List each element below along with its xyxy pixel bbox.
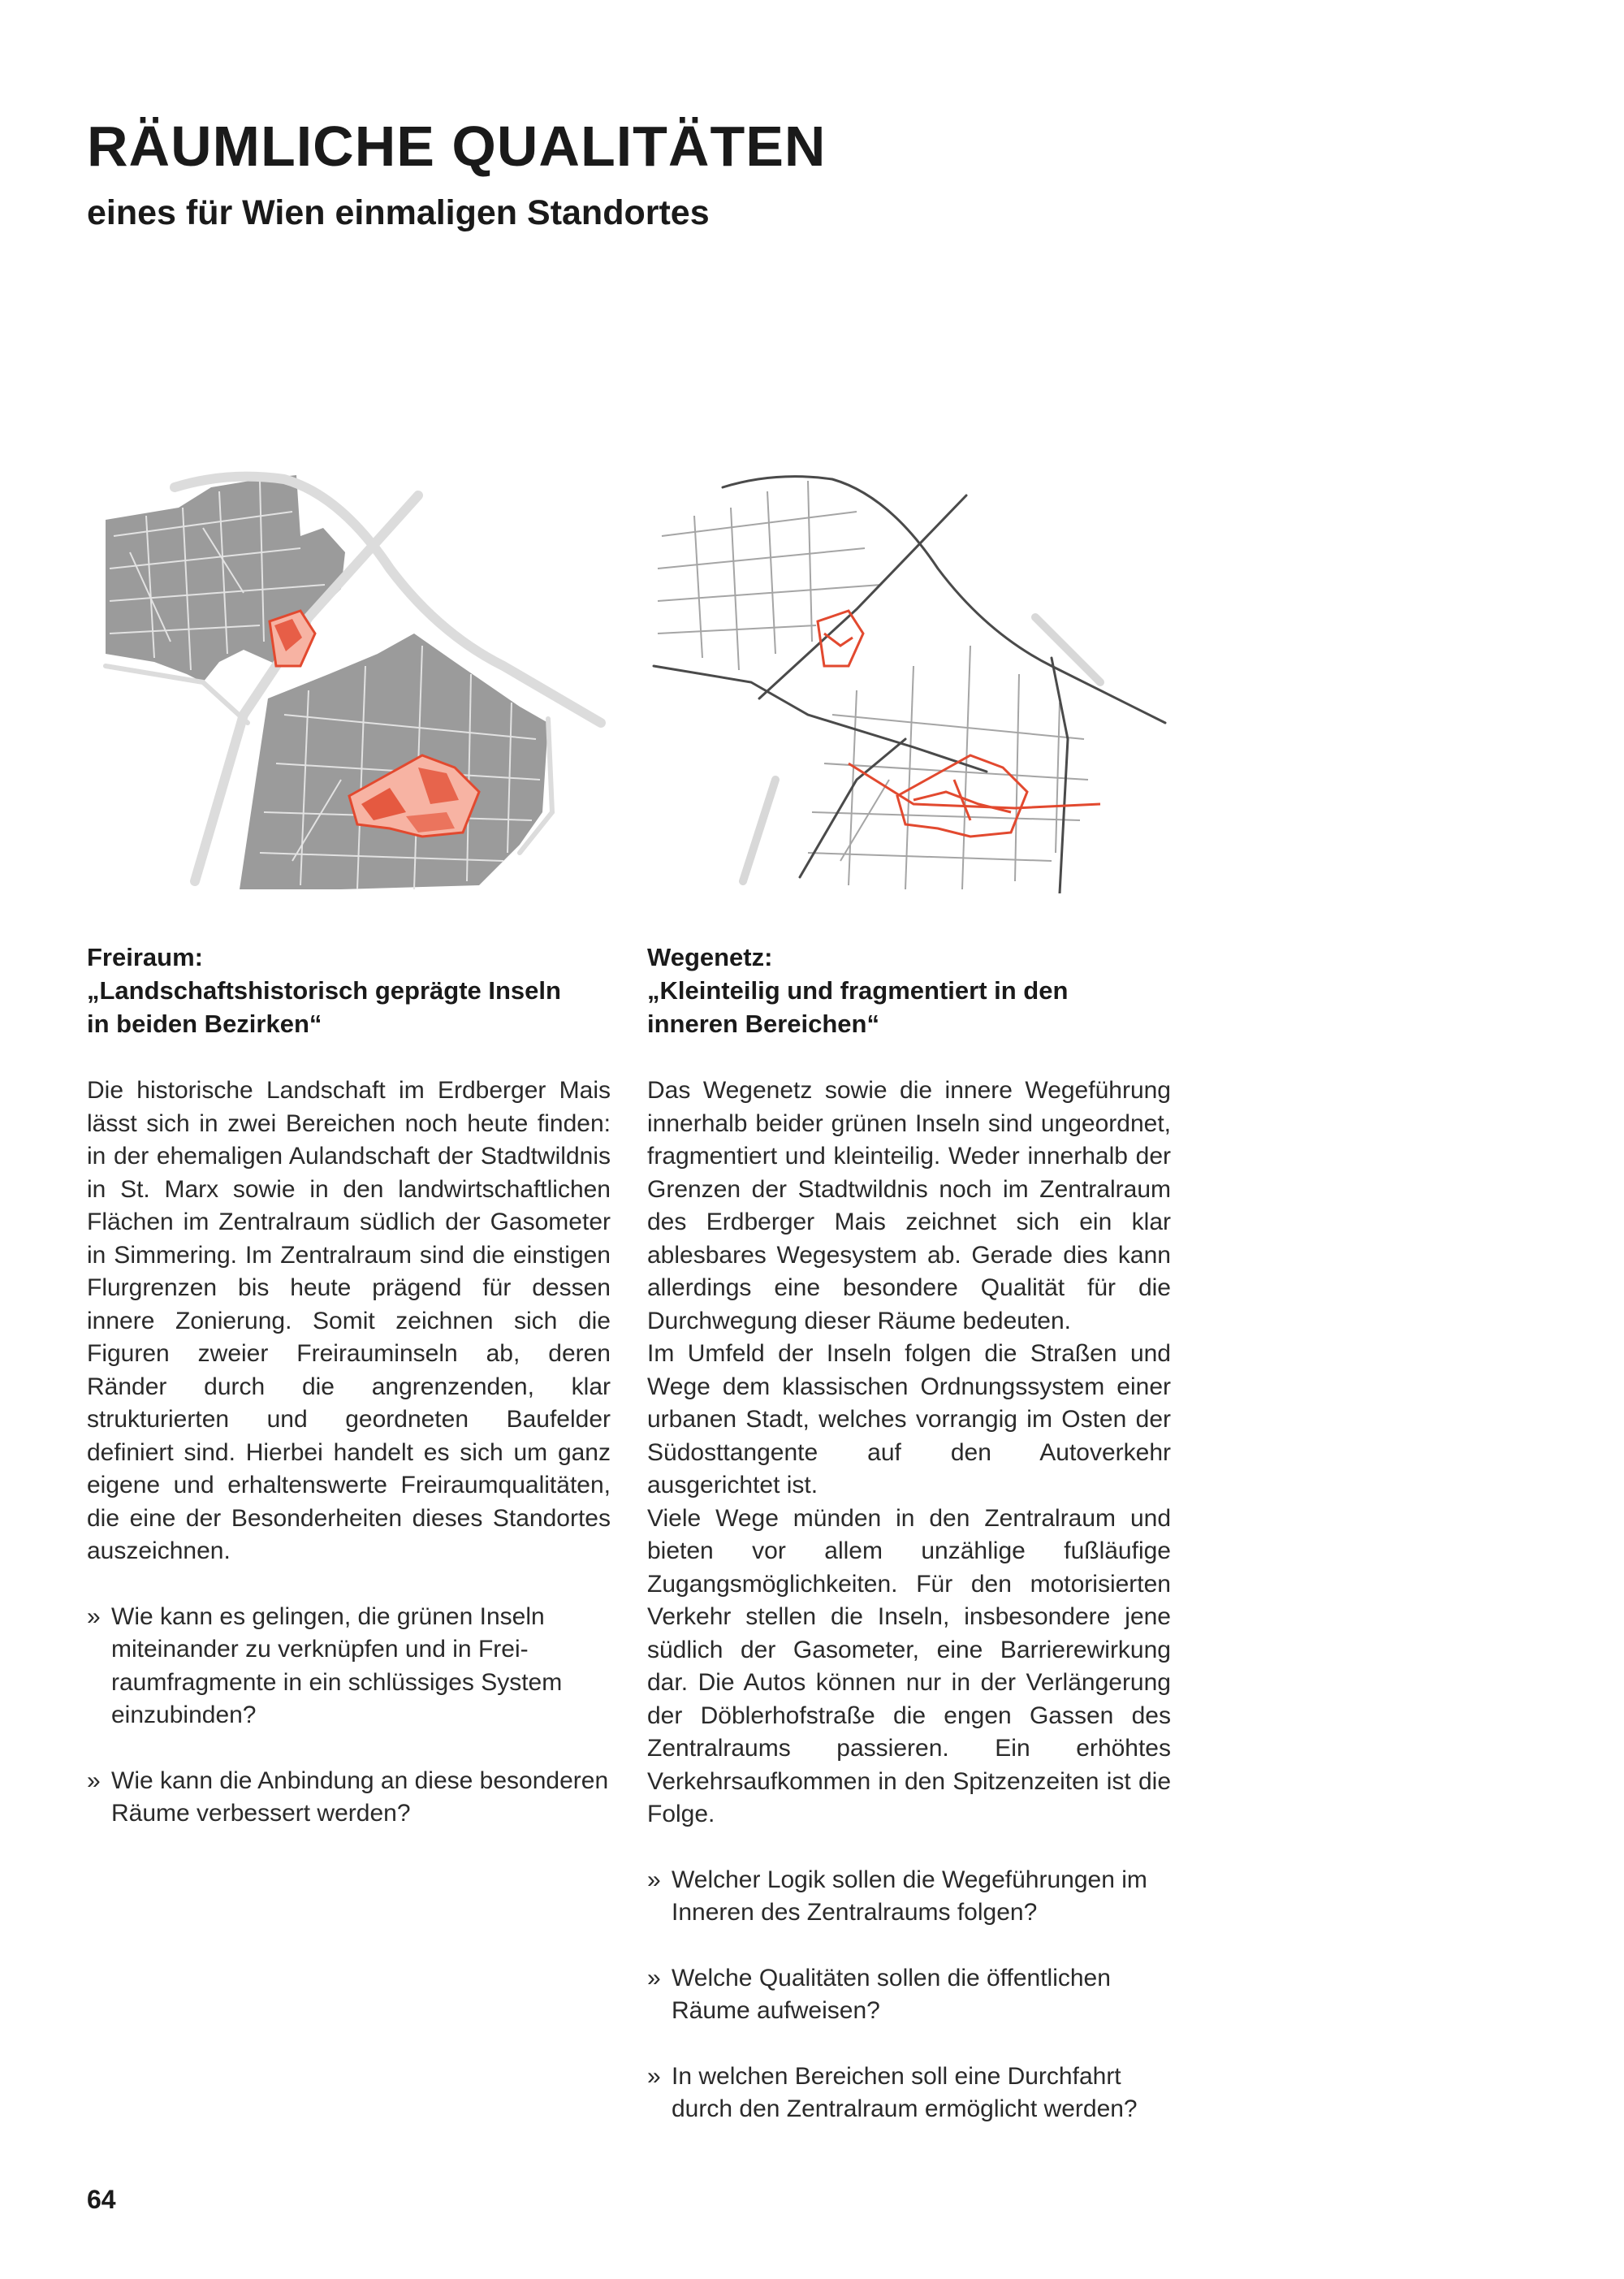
heading-line: „Landschaftshistorisch geprägte Inseln bbox=[87, 976, 561, 1005]
question-text: In welchen Bereichen soll eine Durchfahrt durch den Zentralraum ermöglicht werden? bbox=[672, 2062, 1138, 2122]
question-text: Wie kann die Anbindung an diese besonderen Räume verbessert werden? bbox=[111, 1767, 609, 1827]
body-paragraph: Viele Wege münden in den Zentralraum und bieten vor allem unzählige fußläufige Zugangsmöglichkeiten. Für den motorisierten Verkehr stellen die Inseln, insbesondere jene südlich der Gasometer, eine Barrierewirkung dar. Die Autos können nur in der Verlängerung der Döblerhofstraße die engen Gassen des Zentralraums passieren. Ein erhöhtes Verkehrsaufkommen in den Spitzenzeiten ist die Folge. bbox=[647, 1504, 1171, 1827]
freiraum-body bbox=[87, 1075, 611, 1568]
heading-line: Freiraum: bbox=[87, 943, 203, 971]
wegenetz-map bbox=[646, 471, 1181, 893]
wegenetz-body bbox=[647, 1075, 1171, 1831]
freiraum-column bbox=[87, 941, 611, 1831]
question-marker: » bbox=[87, 1767, 101, 1794]
street-network-fine bbox=[658, 481, 1088, 889]
question-marker: » bbox=[647, 2062, 661, 2090]
wegenetz-heading bbox=[647, 941, 1171, 1040]
street-network-major bbox=[654, 477, 1165, 893]
body-paragraph: Die historische Landschaft im Erdberger Mais lässt sich in zwei Bereichen noch heute finden: in der ehemaligen Aulandschaft der Stadtwildnis in St. Marx sowie in den landwirtschaftlichen Flächen im Zentralraum südlich der Gasometer in Simmering. Im Zentralraum sind die einstigen Flurgrenzen bis heute prägend für dessen innere Zonierung. Somit zeichnen sich die Figuren zweier Freirauminseln ab, deren Ränder durch die angrenzenden, klar strukturierten und geordneten Baufelder definiert sind. Hierbei handelt es sich um ganz eigene und erhaltenswerte Freiraumqualitäten, die eine der Besonderheiten dieses Standortes auszeichnen. bbox=[87, 1077, 611, 1564]
page-subtitle: eines für Wien einmaligen Standortes bbox=[87, 193, 710, 232]
freiraum-map bbox=[97, 471, 617, 893]
street-grid-gray bbox=[106, 475, 548, 889]
freiraum-heading bbox=[87, 941, 611, 1040]
question-item bbox=[87, 1765, 611, 1831]
heading-line: Wegenetz: bbox=[647, 943, 773, 971]
heading-line: in beiden Bezirken“ bbox=[87, 1010, 322, 1038]
question-text: Welche Qualitäten sollen die öffentlichen Räume aufweisen? bbox=[672, 1964, 1111, 2024]
body-paragraph: Im Umfeld der Inseln folgen die Straßen und Wege dem klassischen Ordnungssystem einer urbanen Stadt, welches vorrangig im Osten der Südosttangente auf den Autoverkehr ausgerichtet ist. bbox=[647, 1340, 1171, 1498]
question-marker: » bbox=[87, 1602, 101, 1630]
question-item bbox=[647, 2061, 1171, 2126]
question-item bbox=[647, 1962, 1171, 2028]
page-title: RÄUMLICHE QUALITÄTEN bbox=[87, 115, 827, 178]
question-text: Welcher Logik sollen die Wegeführungen im Inneren des Zentralraums folgen? bbox=[672, 1866, 1147, 1926]
question-text: Wie kann es gelingen, die grünen Inseln miteinander zu verknüpfen und in Freiraumfragmente in ein schlüssiges System einzubinden? bbox=[111, 1602, 563, 1728]
body-paragraph: Das Wegenetz sowie die innere Wegeführung innerhalb beider grünen Inseln sind ungeordnet, fragmentiert und kleinteilig. Weder innerhalb der Grenzen der Stadtwildnis noch im Zentralraum des Erdberger Mais zeichnet sich ein klar ablesbares Wegesystem ab. Gerade dies kann allerdings eine besondere Qualität für die Durchwegung dieser Räume bedeuten. bbox=[647, 1077, 1171, 1334]
page-number: 64 bbox=[87, 2185, 116, 2214]
question-item bbox=[647, 1864, 1171, 1930]
wegenetz-column bbox=[647, 941, 1171, 2126]
heading-line: „Kleinteilig und fragmentiert in den bbox=[647, 976, 1069, 1005]
heading-line: inneren Bereichen“ bbox=[647, 1010, 879, 1038]
question-item bbox=[87, 1601, 611, 1732]
question-marker: » bbox=[647, 1866, 661, 1893]
question-marker: » bbox=[647, 1964, 661, 1991]
